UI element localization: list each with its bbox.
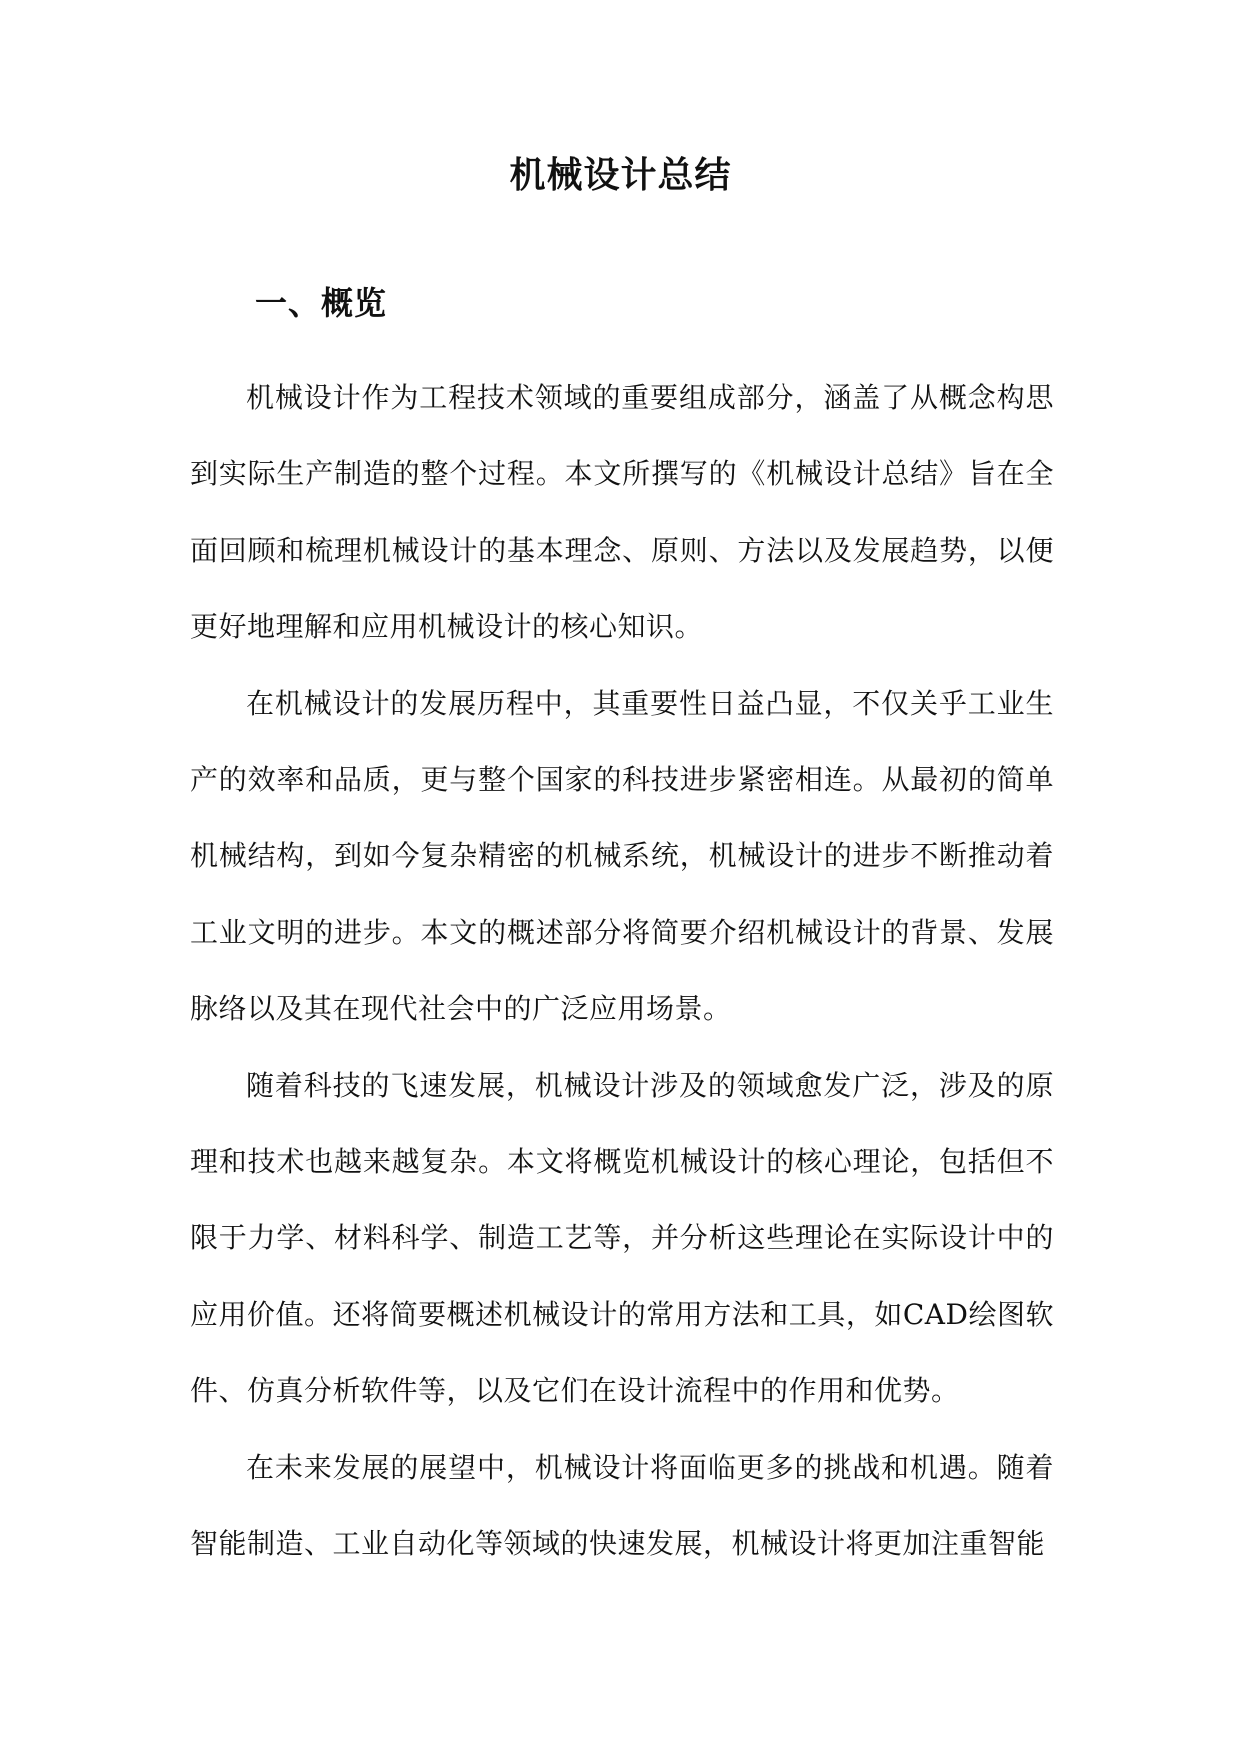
document-title: 机械设计总结 [509,154,732,196]
paragraph-2: 在机械设计的发展历程中，其重要性日益凸显，不仅关乎工业生产的效率和品质，更与整个国家的科技进步紧密相连。从最初的简单机械结构，到如今复杂精密的机械系统，机械设计的进步不断推动着工业文明的进步。本文的概述部分将简要介绍机械设计的背景、发展脉络以及其在现代社会中的广泛应用场景。 [190,686,1054,1026]
body-text [190,360,1054,1583]
section-heading-overview: 一、概览 [255,284,388,322]
paragraph-3: 随着科技的飞速发展，机械设计涉及的领域愈发广泛，涉及的原理和技术也越来越复杂。本文将概览机械设计的核心理论，包括但不限于力学、材料科学、制造工艺等，并分析这些理论在实际设计中的应用价值。还将简要概述机械设计的常用方法和工具，如CAD绘图软件、仿真分析软件等，以及它们在设计流程中的作用和优势。 [190,1068,1054,1408]
paragraph-4: 在未来发展的展望中，机械设计将面临更多的挑战和机遇。随着智能制造、工业自动化等领域的快速发展，机械设计将更加注重智能 [190,1450,1054,1561]
paragraph-1: 机械设计作为工程技术领域的重要组成部分，涵盖了从概念构思到实际生产制造的整个过程。本文所撰写的《机械设计总结》旨在全面回顾和梳理机械设计的基本理念、原则、方法以及发展趋势，以便更好地理解和应用机械设计的核心知识。 [190,381,1054,644]
